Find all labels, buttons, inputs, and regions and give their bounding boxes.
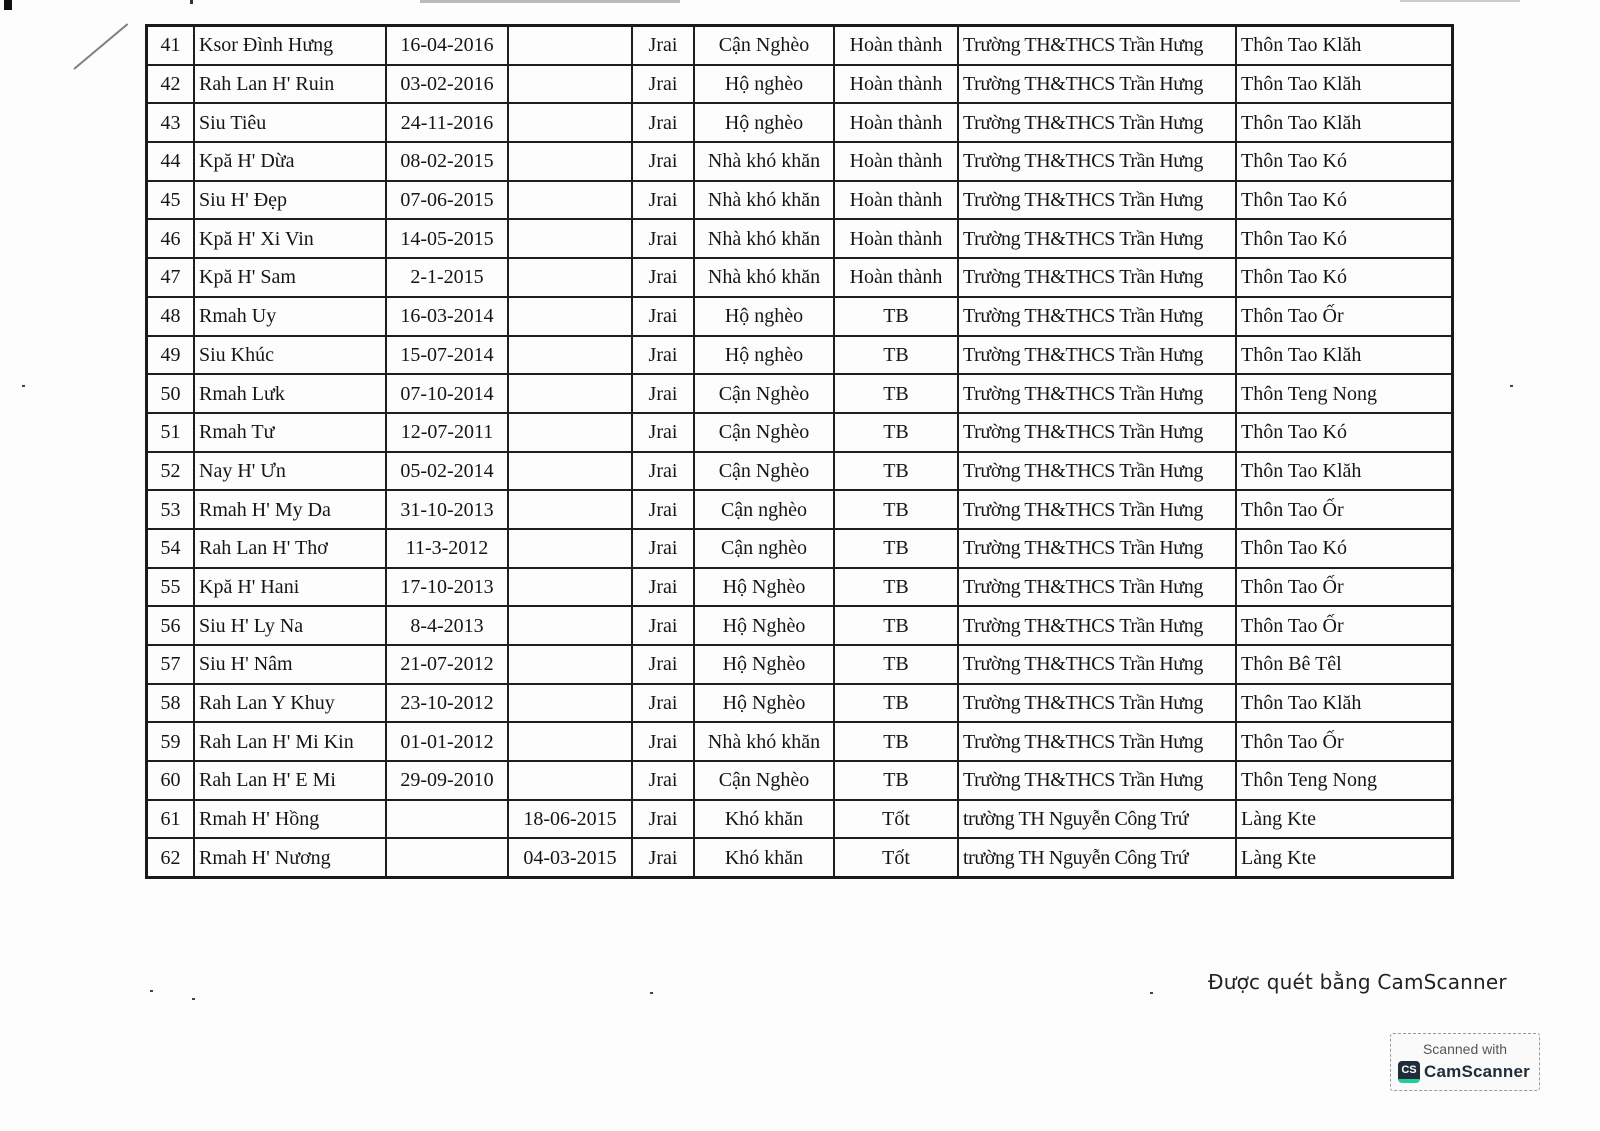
school-cell: Trường TH&THCS Trần Hưng	[958, 452, 1236, 491]
result-cell: TB	[834, 606, 958, 645]
circumstance-cell: Hộ Nghèo	[694, 684, 834, 723]
name-cell: Siu H' Ly Na	[194, 606, 386, 645]
result-cell: TB	[834, 336, 958, 375]
row-number-cell: 54	[147, 529, 195, 568]
birth-date-alt-cell	[508, 65, 632, 104]
row-number-cell: 56	[147, 606, 195, 645]
birth-date-alt-cell: 18-06-2015	[508, 800, 632, 839]
address-cell: Thôn Tao Klăh	[1236, 65, 1453, 104]
address-cell: Thôn Tao Kó	[1236, 219, 1453, 258]
scanned-caption: Được quét bằng CamScanner	[1208, 970, 1507, 994]
name-cell: Ksor Đình Hưng	[194, 26, 386, 65]
name-cell: Rmah Uy	[194, 297, 386, 336]
birth-date-alt-cell	[508, 336, 632, 375]
name-cell: Rah Lan Y Khuy	[194, 684, 386, 723]
circumstance-cell: Nhà khó khăn	[694, 258, 834, 297]
circumstance-cell: Hộ nghèo	[694, 103, 834, 142]
circumstance-cell: Cận Nghèo	[694, 413, 834, 452]
circumstance-cell: Hộ Nghèo	[694, 568, 834, 607]
result-cell: TB	[834, 761, 958, 800]
name-cell: Rah Lan H' Thơ	[194, 529, 386, 568]
row-number-cell: 52	[147, 452, 195, 491]
ethnicity-cell: Jrai	[632, 26, 694, 65]
birth-date-cell: 08-02-2015	[386, 142, 508, 181]
table-row	[147, 606, 1453, 645]
birth-date-cell: 16-04-2016	[386, 26, 508, 65]
birth-date-cell	[386, 838, 508, 877]
birth-date-cell: 07-10-2014	[386, 374, 508, 413]
table-row	[147, 568, 1453, 607]
table-row	[147, 181, 1453, 220]
birth-date-cell	[386, 800, 508, 839]
address-cell: Thôn Tao Klăh	[1236, 452, 1453, 491]
ethnicity-cell: Jrai	[632, 336, 694, 375]
row-number-cell: 61	[147, 800, 195, 839]
circumstance-cell: Hộ Nghèo	[694, 645, 834, 684]
birth-date-alt-cell	[508, 258, 632, 297]
school-cell: Trường TH&THCS Trần Hưng	[958, 336, 1236, 375]
birth-date-cell: 05-02-2014	[386, 452, 508, 491]
birth-date-cell: 2-1-2015	[386, 258, 508, 297]
result-cell: TB	[834, 374, 958, 413]
name-cell: Rah Lan H' Mi Kin	[194, 722, 386, 761]
result-cell: Hoàn thành	[834, 65, 958, 104]
birth-date-alt-cell	[508, 297, 632, 336]
circumstance-cell: Nhà khó khăn	[694, 142, 834, 181]
result-cell: Hoàn thành	[834, 258, 958, 297]
circumstance-cell: Khó khăn	[694, 838, 834, 877]
name-cell: Siu Tiêu	[194, 103, 386, 142]
name-cell: Rah Lan H' Ruin	[194, 65, 386, 104]
birth-date-cell: 15-07-2014	[386, 336, 508, 375]
ethnicity-cell: Jrai	[632, 142, 694, 181]
ethnicity-cell: Jrai	[632, 65, 694, 104]
row-number-cell: 60	[147, 761, 195, 800]
name-cell: Rmah H' Hồng	[194, 800, 386, 839]
address-cell: Thôn Tao Kó	[1236, 142, 1453, 181]
table-row	[147, 26, 1453, 65]
birth-date-alt-cell	[508, 645, 632, 684]
result-cell: Tốt	[834, 800, 958, 839]
address-cell: Thôn Tao Klăh	[1236, 684, 1453, 723]
address-cell: Thôn Teng Nong	[1236, 374, 1453, 413]
school-cell: trường TH Nguyễn Công Trứ	[958, 838, 1236, 877]
birth-date-cell: 01-01-2012	[386, 722, 508, 761]
ethnicity-cell: Jrai	[632, 297, 694, 336]
table-row	[147, 219, 1453, 258]
address-cell: Thôn Tao Klăh	[1236, 336, 1453, 375]
circumstance-cell: Hộ Nghèo	[694, 606, 834, 645]
badge-top-text: Scanned with	[1422, 1041, 1508, 1057]
ethnicity-cell: Jrai	[632, 684, 694, 723]
table-row	[147, 336, 1453, 375]
birth-date-cell: 14-05-2015	[386, 219, 508, 258]
birth-date-alt-cell	[508, 606, 632, 645]
ethnicity-cell: Jrai	[632, 103, 694, 142]
circumstance-cell: Hộ nghèo	[694, 65, 834, 104]
birth-date-cell: 03-02-2016	[386, 65, 508, 104]
badge-brand-row	[1398, 1061, 1530, 1083]
address-cell: Thôn Teng Nong	[1236, 761, 1453, 800]
table-row	[147, 722, 1453, 761]
circumstance-cell: Nhà khó khăn	[694, 722, 834, 761]
address-cell: Thôn Tao Kó	[1236, 529, 1453, 568]
birth-date-cell: 29-09-2010	[386, 761, 508, 800]
circumstance-cell: Nhà khó khăn	[694, 219, 834, 258]
school-cell: Trường TH&THCS Trần Hưng	[958, 529, 1236, 568]
birth-date-alt-cell	[508, 529, 632, 568]
school-cell: Trường TH&THCS Trần Hưng	[958, 374, 1236, 413]
name-cell: Rmah Tư	[194, 413, 386, 452]
birth-date-cell: 21-07-2012	[386, 645, 508, 684]
ethnicity-cell: Jrai	[632, 413, 694, 452]
result-cell: TB	[834, 684, 958, 723]
table-row	[147, 761, 1453, 800]
circumstance-cell: Cận Nghèo	[694, 452, 834, 491]
result-cell: TB	[834, 297, 958, 336]
table-row	[147, 838, 1453, 877]
ethnicity-cell: Jrai	[632, 606, 694, 645]
school-cell: Trường TH&THCS Trần Hưng	[958, 142, 1236, 181]
birth-date-cell: 23-10-2012	[386, 684, 508, 723]
name-cell: Kpă H' Sam	[194, 258, 386, 297]
address-cell: Thôn Bê Têl	[1236, 645, 1453, 684]
table-row	[147, 800, 1453, 839]
row-number-cell: 57	[147, 645, 195, 684]
name-cell: Rah Lan H' E Mi	[194, 761, 386, 800]
school-cell: Trường TH&THCS Trần Hưng	[958, 181, 1236, 220]
row-number-cell: 59	[147, 722, 195, 761]
school-cell: Trường TH&THCS Trần Hưng	[958, 413, 1236, 452]
pen-stroke-mark	[73, 23, 128, 70]
birth-date-alt-cell	[508, 684, 632, 723]
table-row	[147, 258, 1453, 297]
scan-mark	[420, 0, 680, 3]
birth-date-alt-cell	[508, 568, 632, 607]
result-cell: Hoàn thành	[834, 181, 958, 220]
table-row	[147, 65, 1453, 104]
name-cell: Siu Khúc	[194, 336, 386, 375]
name-cell: Kpă H' Xi Vin	[194, 219, 386, 258]
name-cell: Kpă H' Hani	[194, 568, 386, 607]
circumstance-cell: Cận nghèo	[694, 490, 834, 529]
birth-date-cell: 11-3-2012	[386, 529, 508, 568]
birth-date-alt-cell	[508, 26, 632, 65]
ethnicity-cell: Jrai	[632, 219, 694, 258]
table-row	[147, 529, 1453, 568]
row-number-cell: 47	[147, 258, 195, 297]
birth-date-cell: 07-06-2015	[386, 181, 508, 220]
row-number-cell: 62	[147, 838, 195, 877]
ethnicity-cell: Jrai	[632, 452, 694, 491]
row-number-cell: 49	[147, 336, 195, 375]
address-cell: Thôn Tao Ốr	[1236, 568, 1453, 607]
address-cell: Thôn Tao Ốr	[1236, 297, 1453, 336]
scan-speck	[1150, 992, 1153, 994]
name-cell: Siu H' Đẹp	[194, 181, 386, 220]
result-cell: TB	[834, 529, 958, 568]
birth-date-alt-cell: 04-03-2015	[508, 838, 632, 877]
school-cell: Trường TH&THCS Trần Hưng	[958, 26, 1236, 65]
school-cell: Trường TH&THCS Trần Hưng	[958, 645, 1236, 684]
circumstance-cell: Cận Nghèo	[694, 761, 834, 800]
name-cell: Rmah H' My Da	[194, 490, 386, 529]
row-number-cell: 46	[147, 219, 195, 258]
school-cell: Trường TH&THCS Trần Hưng	[958, 258, 1236, 297]
row-number-cell: 58	[147, 684, 195, 723]
student-roster-table	[145, 24, 1454, 879]
scan-mark	[190, 0, 193, 4]
row-number-cell: 41	[147, 26, 195, 65]
roster-body	[147, 26, 1453, 878]
table-row	[147, 103, 1453, 142]
school-cell: Trường TH&THCS Trần Hưng	[958, 219, 1236, 258]
row-number-cell: 44	[147, 142, 195, 181]
result-cell: Hoàn thành	[834, 142, 958, 181]
ethnicity-cell: Jrai	[632, 722, 694, 761]
ethnicity-cell: Jrai	[632, 258, 694, 297]
name-cell: Rmah H' Nương	[194, 838, 386, 877]
table-row	[147, 490, 1453, 529]
school-cell: Trường TH&THCS Trần Hưng	[958, 297, 1236, 336]
address-cell: Thôn Tao Ốr	[1236, 722, 1453, 761]
ethnicity-cell: Jrai	[632, 800, 694, 839]
table-row	[147, 452, 1453, 491]
birth-date-alt-cell	[508, 219, 632, 258]
result-cell: TB	[834, 722, 958, 761]
circumstance-cell: Cận Nghèo	[694, 26, 834, 65]
row-number-cell: 55	[147, 568, 195, 607]
birth-date-cell: 31-10-2013	[386, 490, 508, 529]
school-cell: Trường TH&THCS Trần Hưng	[958, 684, 1236, 723]
result-cell: TB	[834, 645, 958, 684]
address-cell: Thôn Tao Klăh	[1236, 26, 1453, 65]
ethnicity-cell: Jrai	[632, 529, 694, 568]
table-row	[147, 684, 1453, 723]
school-cell: Trường TH&THCS Trần Hưng	[958, 606, 1236, 645]
camscanner-badge	[1390, 1033, 1540, 1091]
scan-speck	[150, 990, 153, 992]
badge-brand-text: CamScanner	[1424, 1062, 1530, 1081]
table-row	[147, 413, 1453, 452]
row-number-cell: 50	[147, 374, 195, 413]
circumstance-cell: Khó khăn	[694, 800, 834, 839]
result-cell: TB	[834, 452, 958, 491]
birth-date-cell: 17-10-2013	[386, 568, 508, 607]
address-cell: Thôn Tao Ốr	[1236, 606, 1453, 645]
birth-date-cell: 8-4-2013	[386, 606, 508, 645]
school-cell: Trường TH&THCS Trần Hưng	[958, 722, 1236, 761]
name-cell: Nay H' Ưn	[194, 452, 386, 491]
result-cell: TB	[834, 568, 958, 607]
scan-mark	[4, 0, 12, 10]
scan-mark	[1400, 0, 1520, 2]
scan-speck	[192, 998, 195, 1000]
table-row	[147, 645, 1453, 684]
birth-date-cell: 12-07-2011	[386, 413, 508, 452]
ethnicity-cell: Jrai	[632, 181, 694, 220]
school-cell: Trường TH&THCS Trần Hưng	[958, 65, 1236, 104]
birth-date-alt-cell	[508, 761, 632, 800]
row-number-cell: 42	[147, 65, 195, 104]
circumstance-cell: Cận Nghèo	[694, 374, 834, 413]
table-row	[147, 297, 1453, 336]
result-cell: TB	[834, 413, 958, 452]
name-cell: Kpă H' Dừa	[194, 142, 386, 181]
ethnicity-cell: Jrai	[632, 568, 694, 607]
name-cell: Rmah Lưk	[194, 374, 386, 413]
table-row	[147, 142, 1453, 181]
circumstance-cell: Hộ nghèo	[694, 336, 834, 375]
scan-speck	[1510, 385, 1513, 387]
circumstance-cell: Hộ nghèo	[694, 297, 834, 336]
address-cell: Thôn Tao Kó	[1236, 413, 1453, 452]
address-cell: Làng Kte	[1236, 800, 1453, 839]
result-cell: TB	[834, 490, 958, 529]
circumstance-cell: Cận nghèo	[694, 529, 834, 568]
birth-date-alt-cell	[508, 374, 632, 413]
row-number-cell: 48	[147, 297, 195, 336]
school-cell: trường TH Nguyễn Công Trứ	[958, 800, 1236, 839]
school-cell: Trường TH&THCS Trần Hưng	[958, 103, 1236, 142]
result-cell: Hoàn thành	[834, 26, 958, 65]
name-cell: Siu H' Nâm	[194, 645, 386, 684]
birth-date-alt-cell	[508, 103, 632, 142]
birth-date-alt-cell	[508, 142, 632, 181]
circumstance-cell: Nhà khó khăn	[694, 181, 834, 220]
row-number-cell: 51	[147, 413, 195, 452]
school-cell: Trường TH&THCS Trần Hưng	[958, 490, 1236, 529]
address-cell: Thôn Tao Klăh	[1236, 103, 1453, 142]
address-cell: Thôn Tao Ốr	[1236, 490, 1453, 529]
table-row	[147, 374, 1453, 413]
row-number-cell: 43	[147, 103, 195, 142]
ethnicity-cell: Jrai	[632, 761, 694, 800]
school-cell: Trường TH&THCS Trần Hưng	[958, 568, 1236, 607]
birth-date-alt-cell	[508, 413, 632, 452]
address-cell: Thôn Tao Kó	[1236, 258, 1453, 297]
address-cell: Thôn Tao Kó	[1236, 181, 1453, 220]
result-cell: Hoàn thành	[834, 103, 958, 142]
result-cell: Hoàn thành	[834, 219, 958, 258]
scan-speck	[22, 385, 25, 387]
ethnicity-cell: Jrai	[632, 374, 694, 413]
scan-speck	[650, 992, 653, 994]
birth-date-cell: 24-11-2016	[386, 103, 508, 142]
ethnicity-cell: Jrai	[632, 645, 694, 684]
result-cell: Tốt	[834, 838, 958, 877]
row-number-cell: 53	[147, 490, 195, 529]
row-number-cell: 45	[147, 181, 195, 220]
birth-date-alt-cell	[508, 452, 632, 491]
birth-date-cell: 16-03-2014	[386, 297, 508, 336]
ethnicity-cell: Jrai	[632, 838, 694, 877]
scan-top-edge-marks	[0, 0, 1600, 6]
birth-date-alt-cell	[508, 181, 632, 220]
birth-date-alt-cell	[508, 490, 632, 529]
address-cell: Làng Kte	[1236, 838, 1453, 877]
ethnicity-cell: Jrai	[632, 490, 694, 529]
birth-date-alt-cell	[508, 722, 632, 761]
school-cell: Trường TH&THCS Trần Hưng	[958, 761, 1236, 800]
camscanner-logo-icon: CS	[1398, 1061, 1420, 1083]
